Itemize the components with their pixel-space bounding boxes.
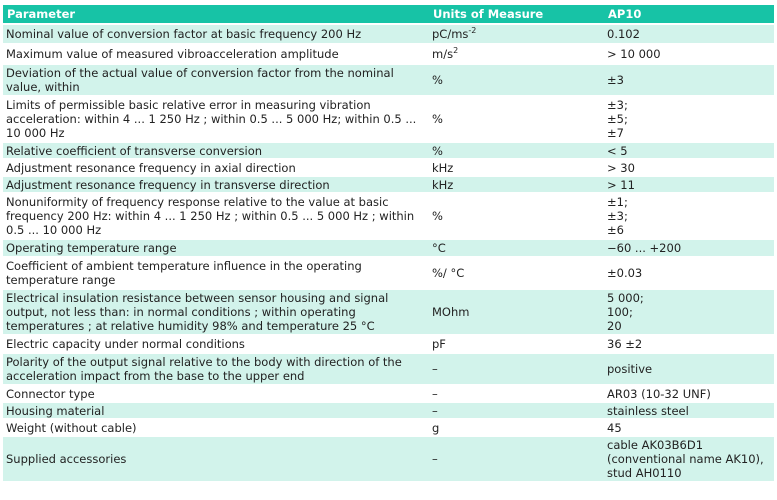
param-cell: Maximum value of measured vibroacceleration amplitude <box>3 45 429 63</box>
spec-table <box>3 3 774 483</box>
value-cell: stainless steel <box>604 403 774 418</box>
param-cell: Housing material <box>3 403 429 418</box>
param-cell: Coefficient of ambient temperature influence in the operating temperature range <box>3 258 429 288</box>
value-cell: > 30 <box>604 160 774 175</box>
unit-cell: – <box>429 437 604 481</box>
unit-cell: g <box>429 420 604 435</box>
unit-cell <box>429 25 604 43</box>
unit-cell: % <box>429 97 604 141</box>
table-row <box>3 160 774 175</box>
table-row <box>3 386 774 401</box>
unit-exponent: -2 <box>468 26 477 36</box>
param-cell: Electrical insulation resistance between sensor housing and signal output, not less than: in normal conditions ; within operating temperatures ; at relative humidity 98% and temperature 25 °C <box>3 290 429 334</box>
value-cell: AR03 (10-32 UNF) <box>604 386 774 401</box>
table-row <box>3 403 774 418</box>
table-row <box>3 437 774 481</box>
table-row <box>3 240 774 256</box>
unit-cell: % <box>429 65 604 95</box>
unit-cell: – <box>429 354 604 384</box>
value-cell: ±1; ±3; ±6 <box>604 194 774 238</box>
unit-cell: kHz <box>429 177 604 192</box>
value-cell: 36 ±2 <box>604 336 774 352</box>
table-row <box>3 354 774 384</box>
param-cell: Limits of permissible basic relative error in measuring vibration acceleration: within 4 ... 1 250 Hz ; within 0.5 ... 5 000 Hz; within 0.5 ... 10 000 Hz <box>3 97 429 141</box>
param-cell: Weight (without cable) <box>3 420 429 435</box>
value-cell: ±3; ±5; ±7 <box>604 97 774 141</box>
param-cell: Nonuniformity of frequency response relative to the value at basic frequency 200 Hz: within 4 ... 1 250 Hz ; within 0.5 ... 5 000 Hz ; within 0.5 ... 10 000 Hz <box>3 194 429 238</box>
unit-cell: – <box>429 403 604 418</box>
param-cell: Relative coefficient of transverse conversion <box>3 143 429 158</box>
value-cell: > 10 000 <box>604 45 774 63</box>
header-row <box>3 5 774 23</box>
table-row <box>3 25 774 43</box>
table-row <box>3 97 774 141</box>
unit-cell: %/ °C <box>429 258 604 288</box>
table-row <box>3 143 774 158</box>
unit-cell: – <box>429 386 604 401</box>
value-cell: > 11 <box>604 177 774 192</box>
unit-cell: MOhm <box>429 290 604 334</box>
value-cell: cable AK03B6D1 (conventional name AK10), stud AH0110 <box>604 437 774 481</box>
header-model: AP10 <box>604 5 774 23</box>
param-cell: Electric capacity under normal conditions <box>3 336 429 352</box>
param-cell: Polarity of the output signal relative to the body with direction of the acceleration impact from the base to the upper end <box>3 354 429 384</box>
table-row <box>3 258 774 288</box>
header-units: Units of Measure <box>429 5 604 23</box>
value-cell: −60 ... +200 <box>604 240 774 256</box>
value-cell: 0.102 <box>604 25 774 43</box>
param-cell: Operating temperature range <box>3 240 429 256</box>
header-parameter: Parameter <box>3 5 429 23</box>
table-row <box>3 65 774 95</box>
unit-exponent: 2 <box>453 46 459 56</box>
unit-cell: pF <box>429 336 604 352</box>
param-cell: Deviation of the actual value of conversion factor from the nominal value, within <box>3 65 429 95</box>
unit-base: m/s <box>432 47 454 61</box>
param-cell: Nominal value of conversion factor at basic frequency 200 Hz <box>3 25 429 43</box>
table-row <box>3 45 774 63</box>
table-row <box>3 177 774 192</box>
unit-base: pC/ms <box>432 27 469 41</box>
value-cell: positive <box>604 354 774 384</box>
value-cell: < 5 <box>604 143 774 158</box>
param-cell: Supplied accessories <box>3 437 429 481</box>
value-cell: ±0.03 <box>604 258 774 288</box>
table-row <box>3 420 774 435</box>
param-cell: Connector type <box>3 386 429 401</box>
unit-cell: % <box>429 143 604 158</box>
param-cell: Adjustment resonance frequency in axial direction <box>3 160 429 175</box>
unit-cell: kHz <box>429 160 604 175</box>
table-row <box>3 290 774 334</box>
value-cell: 45 <box>604 420 774 435</box>
table-row <box>3 336 774 352</box>
table-row <box>3 194 774 238</box>
value-cell: ±3 <box>604 65 774 95</box>
value-cell: 5 000; 100; 20 <box>604 290 774 334</box>
unit-cell: °C <box>429 240 604 256</box>
unit-cell: % <box>429 194 604 238</box>
unit-cell <box>429 45 604 63</box>
param-cell: Adjustment resonance frequency in transverse direction <box>3 177 429 192</box>
